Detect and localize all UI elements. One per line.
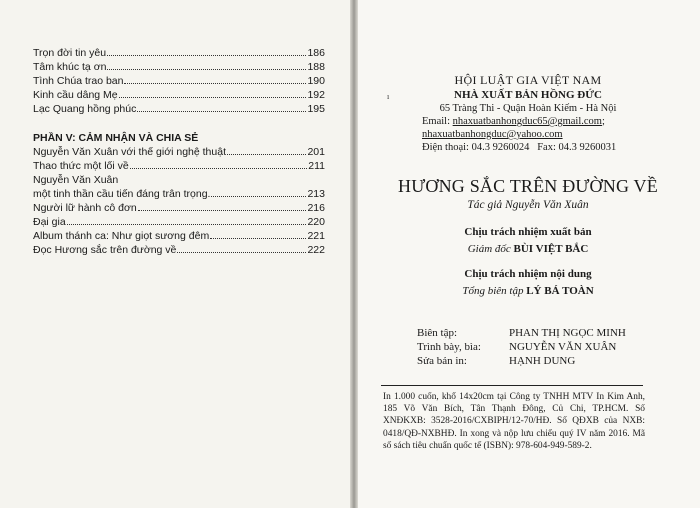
toc-page: 216 <box>307 202 325 214</box>
toc-row <box>33 60 325 74</box>
toc-page: 222 <box>307 244 325 256</box>
email-separator: ; <box>601 116 605 127</box>
imprint-page <box>356 0 700 508</box>
resp-content-heading: Chịu trách nhiệm nội dung <box>464 268 592 280</box>
toc-section-heading: PHẦN V: CẢM NHẬN VÀ CHIA SẺ <box>33 132 199 144</box>
email-line-2 <box>422 129 563 140</box>
toc-row <box>33 74 325 88</box>
toc-leader <box>119 174 324 183</box>
toc-leader <box>119 88 307 98</box>
toc-row <box>33 215 325 229</box>
resp-publish-role: Giám đốc <box>467 243 514 255</box>
resp-content-name: LÝ BÁ TOÀN <box>526 285 594 297</box>
toc-row <box>33 102 325 116</box>
email-link-2[interactable]: nhaxuatbanhongduc@yahoo.com <box>422 129 563 140</box>
resp-publish-line <box>356 243 700 255</box>
toc-page: 211 <box>308 160 325 172</box>
credits-list <box>417 326 687 368</box>
toc-page: 188 <box>307 61 325 73</box>
table-of-contents <box>33 46 325 257</box>
toc-row <box>33 201 325 215</box>
toc-page: 192 <box>307 89 325 101</box>
toc-row <box>33 145 325 159</box>
toc-leader <box>67 215 307 225</box>
credit-label: Trình bày, bìa: <box>417 341 481 353</box>
colophon: In 1.000 cuốn, khổ 14x20cm tại Công ty TNHH MTV In Kim Anh, 185 Võ Văn Bích, Tân Thạnh Đông, Củ Chi, TP.HCM. Số XNĐKXB: 3528-2016/CXBIPH/12-70/HĐ. Số QĐXB của NXB: 0418/QĐ-NXBHĐ. In xong và nộp lưu chiểu quý IV năm 2016. Mã số sách tiêu chuẩn quốc tế (ISBN): 978-604-949-589-2. <box>383 392 645 451</box>
toc-title: Tâm khúc tạ ơn <box>33 61 107 73</box>
credit-label: Biên tập: <box>417 327 458 339</box>
speck-mark: ı <box>387 92 390 101</box>
credit-label: Sửa bản in: <box>417 355 467 367</box>
toc-title: Tình Chúa trao ban <box>33 75 124 87</box>
toc-page: 186 <box>307 47 325 59</box>
toc-page: 213 <box>307 188 325 200</box>
credit-value: HẠNH DUNG <box>509 355 576 367</box>
toc-title: Đọc Hương sắc trên đường về <box>33 244 177 256</box>
toc-row <box>33 46 325 60</box>
resp-content-line <box>356 285 700 297</box>
credit-row <box>417 326 687 340</box>
publisher-name: NHÀ XUẤT BẢN HỒNG ĐỨC <box>454 89 602 101</box>
toc-title: Người lữ hành cô đơn <box>33 202 137 214</box>
phone-fax: Điện thoại: 04.3 9260024 Fax: 04.3 9260031 <box>422 142 617 153</box>
toc-title: Nguyễn Văn Xuân với thế giới nghệ thuật <box>33 146 226 158</box>
toc-row <box>33 187 325 201</box>
toc-row <box>33 88 325 102</box>
toc-row <box>33 173 325 187</box>
toc-title: Thao thức một lối về <box>33 160 129 172</box>
email-link-1[interactable]: nhaxuatbanhongduc65@gmail.com <box>452 116 602 127</box>
toc-leader <box>227 145 306 155</box>
toc-page: 195 <box>307 103 325 115</box>
toc-page: 190 <box>307 75 325 87</box>
toc-leader <box>210 229 306 239</box>
credit-row <box>417 354 687 368</box>
credit-value: PHAN THỊ NGỌC MINH <box>509 327 626 339</box>
toc-row <box>33 229 325 243</box>
org-name: HỘI LUẬT GIA VIỆT NAM <box>454 73 602 87</box>
toc-page: 221 <box>307 230 325 242</box>
toc-title: Lạc Quang hồng phúc <box>33 103 137 115</box>
resp-publish-heading: Chịu trách nhiệm xuất bản <box>464 226 592 238</box>
divider-rule <box>381 385 643 386</box>
toc-leader <box>107 60 306 70</box>
toc-row <box>33 159 325 173</box>
toc-leader <box>130 159 308 169</box>
email-label: Email: <box>422 116 453 127</box>
book-title: HƯƠNG SẮC TRÊN ĐƯỜNG VỀ <box>398 176 658 196</box>
toc-leader <box>138 201 307 211</box>
toc-page: 201 <box>307 146 325 158</box>
toc-title: Album thánh ca: Như giọt sương đêm <box>33 230 210 242</box>
toc-leader <box>124 74 306 84</box>
credit-row <box>417 340 687 354</box>
toc-title: Trọn đời tin yêu <box>33 47 107 59</box>
resp-content-role: Tổng biên tập <box>462 285 527 297</box>
author-line: Tác giả Nguyễn Văn Xuân <box>467 199 589 211</box>
publisher-address: 65 Tràng Thi - Quận Hoàn Kiếm - Hà Nội <box>439 103 617 114</box>
toc-row <box>33 243 325 257</box>
toc-leader <box>107 46 306 56</box>
toc-title: một tinh thần cầu tiến đáng trân trọng. <box>33 188 211 200</box>
email-line <box>422 116 605 127</box>
toc-title: Kinh cầu dâng Mẹ <box>33 89 118 101</box>
toc-title: Đại gia <box>33 216 66 228</box>
toc-leader <box>211 187 306 197</box>
credit-value: NGUYỄN VĂN XUÂN <box>509 341 617 353</box>
resp-publish-name: BÙI VIỆT BẮC <box>513 243 589 255</box>
toc-leader <box>137 102 306 112</box>
toc-title: Nguyễn Văn Xuân <box>33 174 119 186</box>
toc-leader <box>177 243 306 253</box>
toc-page: 220 <box>307 216 325 228</box>
